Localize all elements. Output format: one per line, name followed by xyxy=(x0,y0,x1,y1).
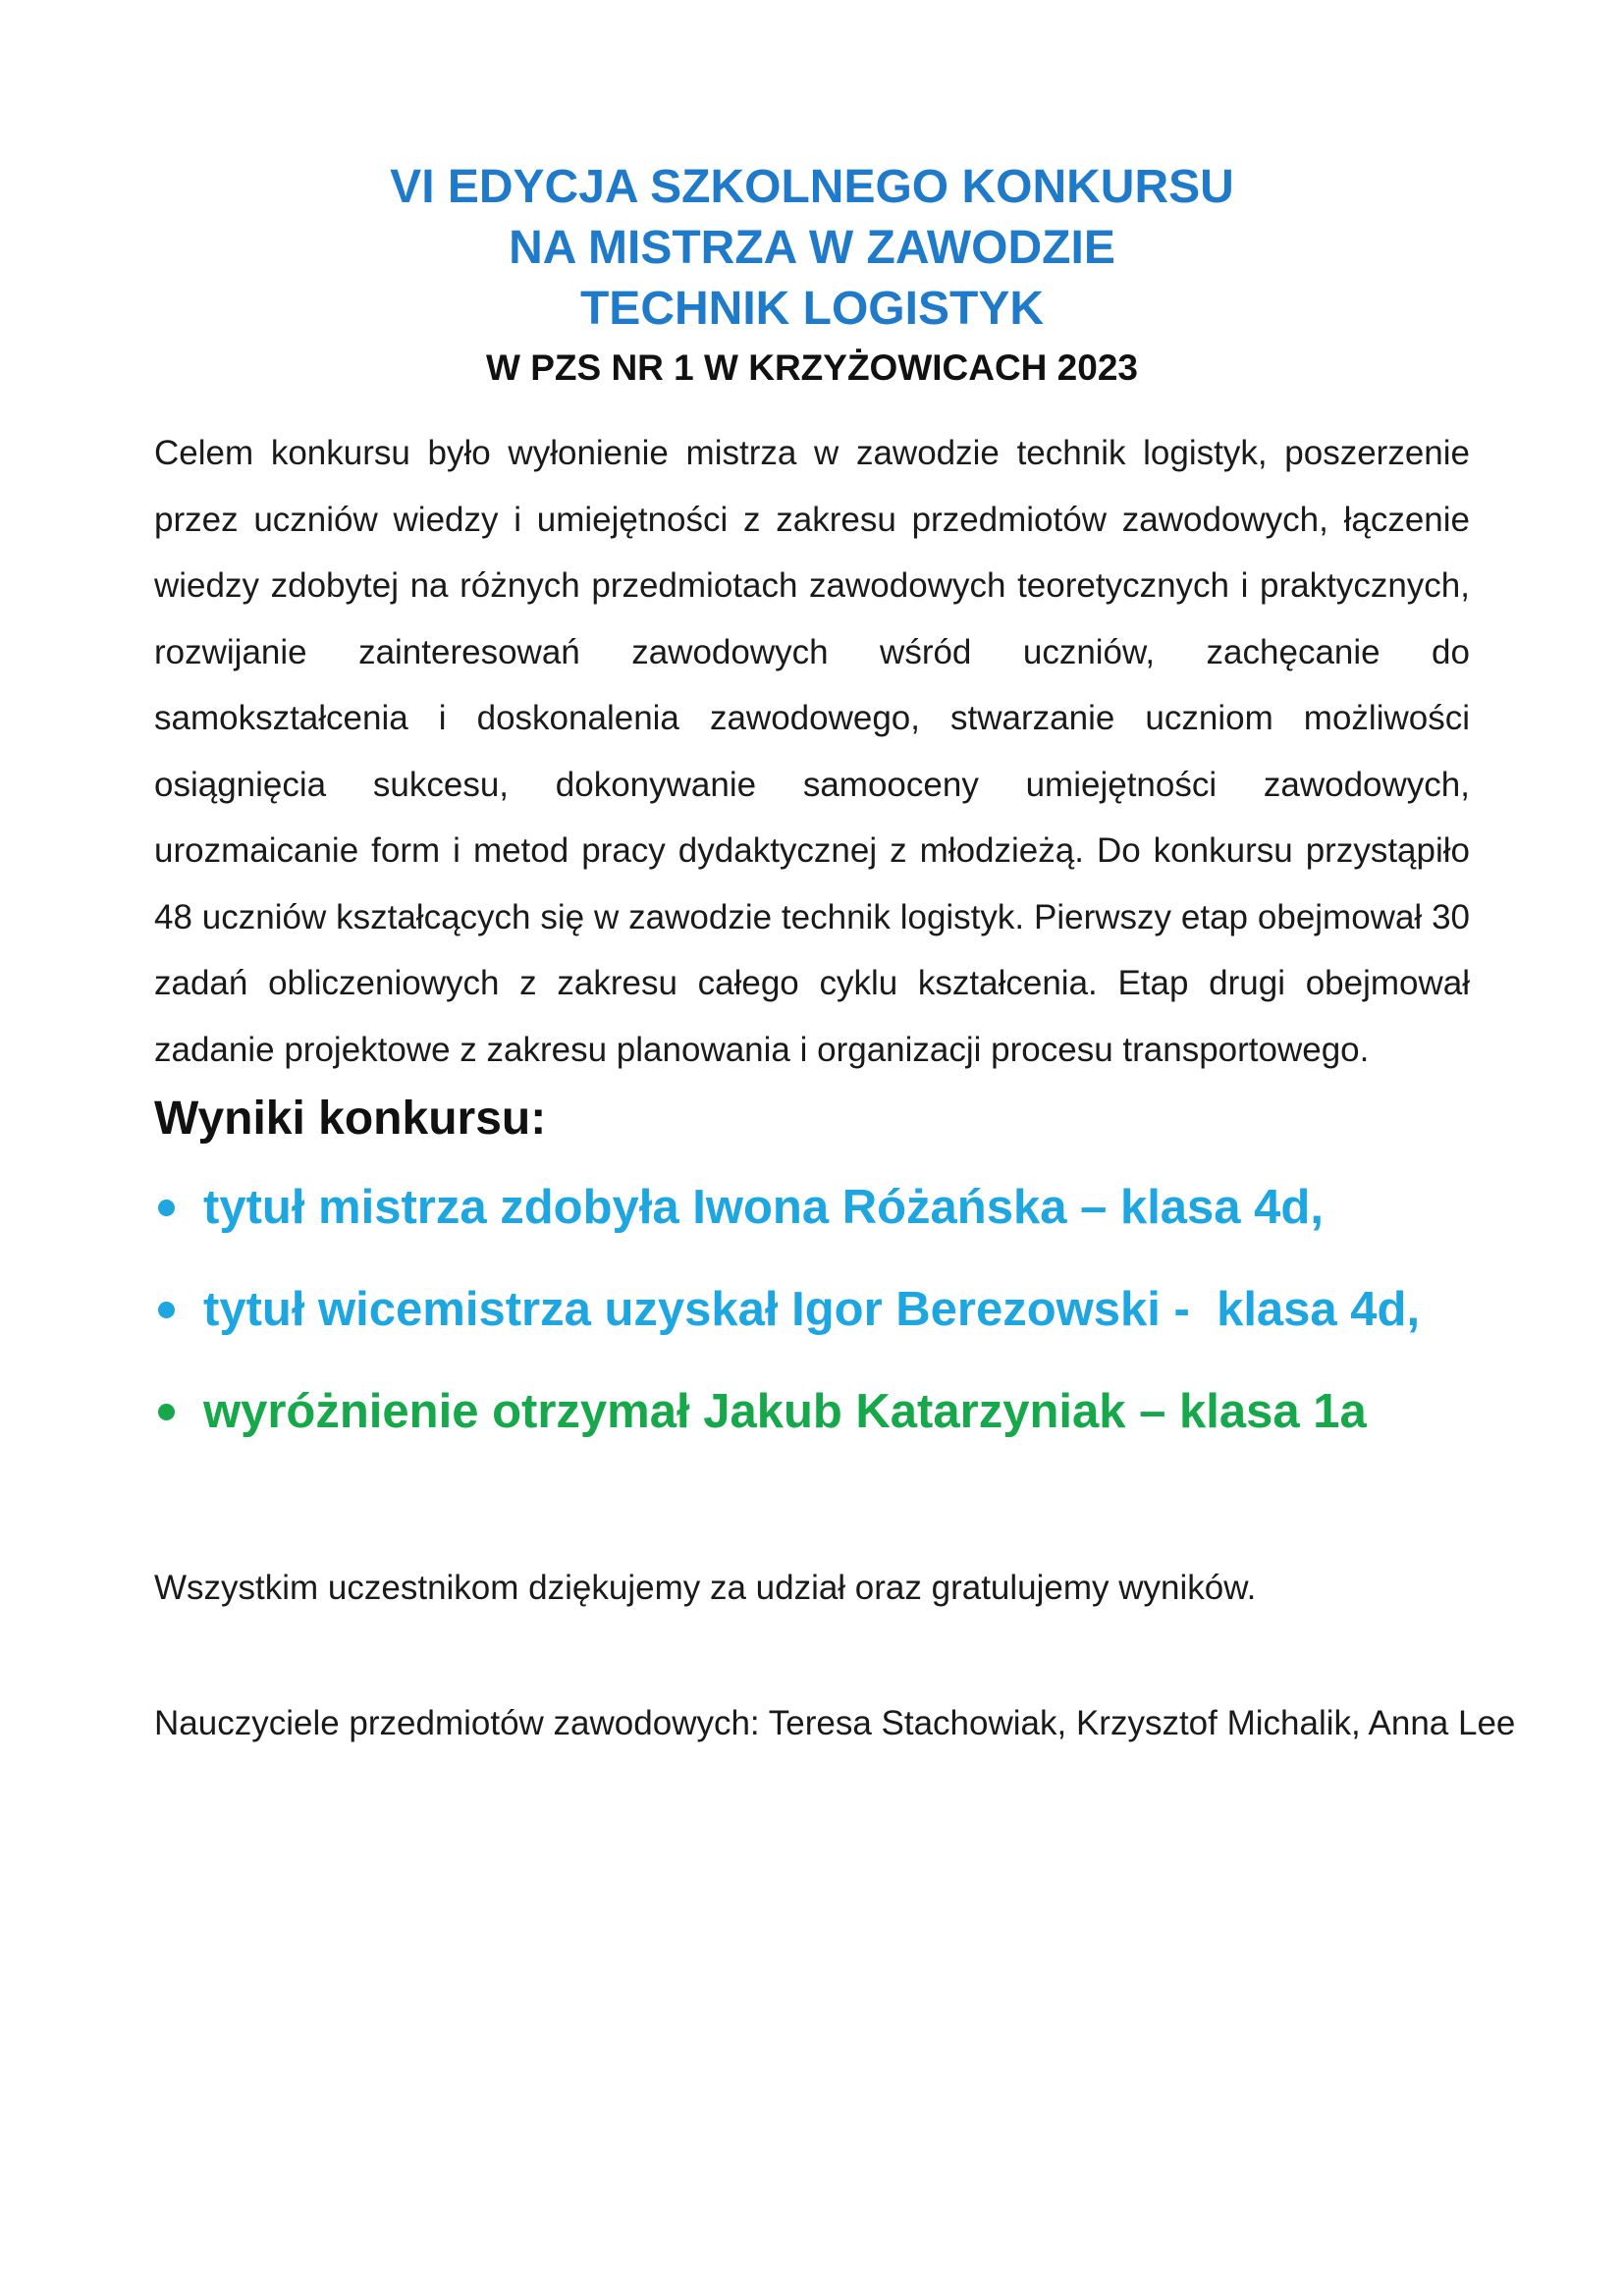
result-text: wyróżnienie otrzymał Jakub Katarzyniak – klasa 1a xyxy=(203,1385,1367,1438)
title-block xyxy=(0,157,1624,397)
result-item-winner xyxy=(154,1178,1529,1280)
bullet-icon xyxy=(158,1404,175,1420)
result-text: tytuł wicemistrza uzyskał Igor Berezowski - klasa 4d, xyxy=(203,1283,1421,1336)
result-text: tytuł mistrza zdobyła Iwona Różańska – klasa 4d, xyxy=(203,1181,1324,1234)
results-heading: Wyniki konkursu: xyxy=(154,1093,547,1145)
teachers-note: Nauczyciele przedmiotów zawodowych: Teresa Stachowiak, Krzysztof Michalik, Anna Lee xyxy=(154,1704,1516,1742)
bullet-icon xyxy=(158,1200,175,1216)
title-line-1: VI EDYCJA SZKOLNEGO KONKURSU xyxy=(390,161,1234,213)
title-line-3: TECHNIK LOGISTYK xyxy=(579,283,1044,335)
result-item-runner-up xyxy=(154,1280,1529,1382)
bullet-icon xyxy=(158,1302,175,1318)
results-list xyxy=(154,1178,1529,1484)
intro-paragraph: Celem konkursu było wyłonienie mistrza w zawodzie technik logistyk, poszerzenie przez uczniów wiedzy i umiejętności z zakresu przedmiotów zawodowych, łączenie wiedzy zdobytej na różnych przedmiotach zawodowych teoretycznych i praktycznych, rozwijanie zainteresowań zawodowych wśród uczniów, zachęcanie do samokształcenia i doskonalenia zawodowego, stwarzanie uczniom możliwości osiągnięcia sukcesu, dokonywanie samooceny umiejętności zawodowych, urozmaicanie form i metod pracy dydaktycznej z młodzieżą. Do konkursu przystąpiło 48 uczniów kształcących się w zawodzie technik logistyk. Pierwszy etap obejmował 30 zadań obliczeniowych z zakresu całego cyklu kształcenia. Etap drugi obejmował zadanie projektowe z zakresu planowania i organizacji procesu transportowego. xyxy=(154,434,1470,1069)
subtitle: W PZS NR 1 W KRZYŻOWICACH 2023 xyxy=(486,347,1138,388)
result-item-distinction xyxy=(154,1382,1529,1484)
thanks-note: Wszystkim uczestnikom dziękujemy za udział oraz gratulujemy wyników. xyxy=(154,1569,1257,1607)
title-line-2: NA MISTRZA W ZAWODZIE xyxy=(509,222,1115,274)
